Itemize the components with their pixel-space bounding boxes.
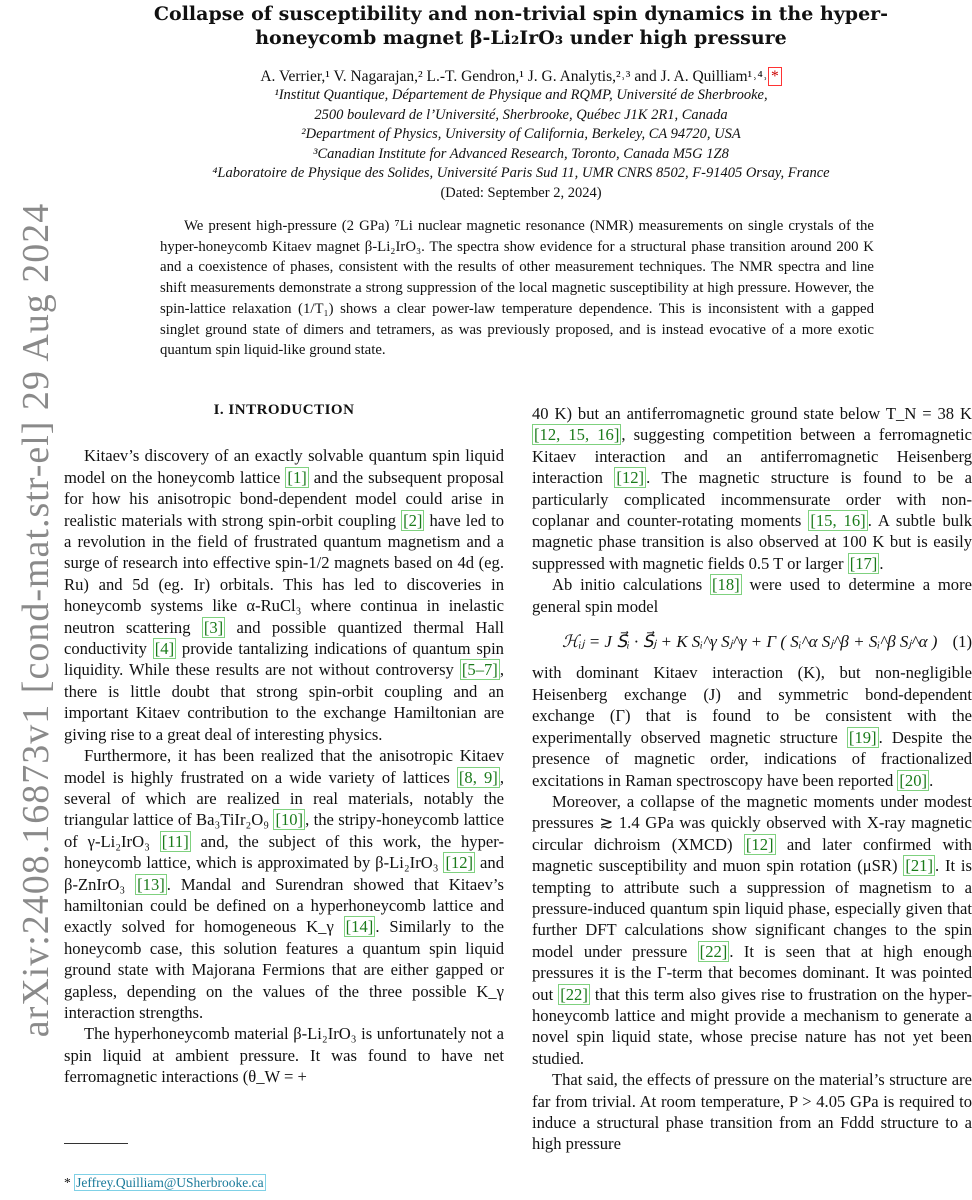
citation-link[interactable]: [15, 16]	[810, 511, 866, 531]
citation-link[interactable]: [3]	[203, 617, 224, 637]
citation-link[interactable]: [12]	[745, 834, 774, 854]
equation-1	[532, 631, 972, 652]
text-run: and β-ZnIrO₃	[64, 853, 504, 894]
text-run: Kitaev’s discovery of an exactly solvable quantum spin liquid model on the honeycomb lattice	[64, 446, 504, 487]
text-run: . The magnetic structure is found to be a particularly complicated incommensurate order with non-coplanar and counter-rotating moments	[532, 468, 972, 531]
citation-link[interactable]: [4]	[154, 639, 175, 659]
paper-title: Collapse of susceptibility and non-trivial spin dynamics in the hyper-honeycomb magnet β-Li₂IrO₃ under high pressure	[153, 3, 889, 49]
text-run: . Despite the presence of magnetic order, indications of fractionalized excitations in Raman spectroscopy have been reported	[532, 727, 972, 790]
citation-link[interactable]: [1]	[287, 467, 307, 487]
text-run: that this term also gives rise to frustration on the hyper-honeycomb lattice and might provide a mechanism to generate a novel spin liquid state, whose precise nature has not yet been studied.	[532, 984, 972, 1068]
citation-link[interactable]: [20]	[899, 770, 928, 790]
intro-paragraph-2	[64, 745, 504, 1023]
footnote-divider	[64, 1143, 128, 1144]
text-run: with dominant Kitaev interaction (K), but non-negligible Heisenberg exchange (J) and symmetric bond-dependent exchange (Γ) that is found to be consistent with the experimentally observed magnetic structure	[532, 663, 972, 747]
intro-paragraph-5	[532, 574, 972, 617]
text-run: . A subtle bulk magnetic phase transition is also observed at 100 K but is easily suppressed with magnetic fields 0.5 T or larger	[532, 511, 972, 573]
author-list	[70, 68, 972, 86]
text-run: were used to determine a more general spin model	[532, 575, 972, 616]
text-run: and possible quantized thermal Hall conductivity	[64, 617, 504, 659]
text-run: Furthermore, it has been realized that the anisotropic Kitaev model is highly frustrated on a wide variety of lattices	[64, 746, 504, 787]
citation-link[interactable]: [22]	[699, 941, 728, 961]
footnote	[64, 1175, 266, 1191]
affiliation-1: ¹Institut Quantique, Département de Physique and RQMP, Université de Sherbrooke,	[274, 87, 768, 103]
text-run: , the stripy-honeycomb lattice of γ-Li₂IrO₃	[64, 810, 504, 851]
citation-link[interactable]: [8, 9]	[458, 767, 498, 787]
footnote-marker: *	[64, 1175, 71, 1190]
text-run: and later confirmed with magnetic susceptibility and muon spin rotation (μSR)	[532, 834, 972, 876]
text-run: , suggesting competition between a ferromagnetic Kitaev interaction and an antiferromagnetic Heisenberg interaction	[532, 425, 972, 488]
text-run: . Similarly to the honeycomb case, this solution features a quantum spin liquid ground state with Majorana Fermions that are either gapped or gapless, depending on the values of the three possible K_γ interaction strengths.	[64, 917, 504, 1022]
text-run: 40 K) but an antiferromagnetic ground state below T_N = 38 K	[532, 404, 972, 423]
citation-link[interactable]: [12, 15, 16]	[534, 425, 620, 445]
equation-body: ℋᵢⱼ = J S⃗ᵢ · S⃗ⱼ + K Sᵢ^γ Sⱼ^γ + Γ ( Sᵢ^α Sⱼ^β + Sᵢ^β Sⱼ^α )	[562, 632, 938, 652]
affiliation-2: ²Department of Physics, University of California, Berkeley, CA 94720, USA	[301, 126, 741, 142]
citation-link[interactable]: [17]	[849, 553, 878, 573]
citation-link[interactable]: [12]	[616, 468, 645, 488]
date-line: (Dated: September 2, 2024)	[440, 184, 602, 201]
text-run: .	[879, 553, 884, 573]
right-column	[532, 403, 972, 1155]
intro-paragraph-7	[532, 791, 972, 1069]
citation-link[interactable]: [22]	[560, 984, 588, 1004]
author-names: A. Verrier,¹ V. Nagarajan,² L.-T. Gendron,¹ J. G. Analytis,²˒³ and J. A. Quilliam¹˒⁴˒	[260, 68, 768, 85]
paper-header	[70, 0, 972, 203]
text-run: Moreover, a collapse of the magnetic moments under modest pressures ≳ 1.4 GPa was quickly observed with X-ray magnetic circular dichroism (XMCD)	[532, 791, 972, 854]
affiliation-1-address: 2500 boulevard de l’Université, Sherbrooke, Québec J1K 2R1, Canada	[314, 106, 728, 123]
intro-paragraph-4	[532, 403, 972, 574]
left-column	[64, 400, 504, 1088]
text-run: . It is tempting to attribute such a suppression of magnetism to a pressure-induced quantum spin liquid phase, especially given that further DFT calculations show significant changes to the spin model under pressure	[532, 856, 972, 961]
text-run: .	[929, 770, 934, 790]
section-heading: I. INTRODUCTION	[213, 402, 355, 418]
intro-paragraph-3: The hyperhoneycomb material β-Li₂IrO₃ is unfortunately not a spin liquid at ambient pressure. It was found to have net ferromagnetic interactions (θ_W = +	[64, 1024, 504, 1087]
abstract: We present high-pressure (2 GPa) ⁷Li nuclear magnetic resonance (NMR) measurements on single crystals of the hyper-honeycomb Kitaev magnet β-Li₂IrO₃. The spectra show evidence for a structural phase transition around 200 K and a coexistence of phases, consistent with the results of other measurement techniques. The NMR spectra and line shift measurements demonstrate a strong suppression of the local magnetic susceptibility at high pressure. However, the spin-lattice relaxation (1/T₁) shows a clear power-law temperature dependence. This is inconsistent with a gapped singlet ground state of dimers and tetramers, as was previously proposed, and is instead evocative of a more exotic quantum spin liquid-like ground state.	[160, 218, 874, 359]
text-run: and the subsequent proposal for how his anisotropic bond-dependent model could arise in realistic materials with strong spin-orbit coupling	[64, 467, 504, 530]
citation-link[interactable]: [5–7]	[461, 660, 498, 680]
intro-paragraph-1	[64, 445, 504, 745]
text-run: . It is seen that at high enough pressures it is the Γ-term that becomes dominant. It was pointed out	[532, 941, 972, 1004]
text-run: provide tantalizing indications of quantum spin liquidity. While these results are not without controversy	[64, 639, 504, 680]
citation-link[interactable]: [18]	[712, 575, 740, 595]
citation-link[interactable]: [11]	[161, 831, 189, 851]
text-run: , several of which are realized in real materials, notably the triangular lattice of Ba₃TiIr₂O₉	[64, 767, 504, 830]
text-run: , there is little doubt that strong spin-orbit coupling and an important Kitaev contribution to the exchange Hamiltonian are giving rise to a great deal of interesting physics.	[64, 660, 504, 744]
corresponding-author-link[interactable]: *	[768, 67, 782, 86]
arxiv-identifier: arXiv:2408.16873v1 [cond-mat.str-el] 29 Aug 2024	[15, 202, 57, 1038]
affiliation-3: ³Canadian Institute for Advanced Research, Toronto, Canada M5G 1Z8	[313, 145, 729, 162]
citation-link[interactable]: [2]	[403, 510, 423, 530]
text-run: Ab initio calculations	[552, 575, 711, 595]
affiliation-4: ⁴Laboratoire de Physique des Solides, Université Paris Sud 11, UMR CNRS 8502, F-91405 Orsay, France	[212, 165, 830, 181]
text-run: have led to a revolution in the field of frustrated quantum magnetism and a surge of research into effective spin-1/2 magnets based on 4d (eg. Ru) and 5d (eg. Ir) orbitals. This has led to discoveries in honeycomb systems like α-RuCl₃ where continua in inelastic neutron scattering	[64, 510, 504, 637]
citation-link[interactable]: [21]	[905, 856, 933, 876]
citation-link[interactable]: [19]	[848, 727, 877, 747]
intro-paragraph-8: That said, the effects of pressure on the material’s structure are far from trivial. At room temperature, P > 4.05 GPa is required to induce a structural phase transition from an Fddd structure to a high pressure	[532, 1070, 972, 1154]
text-run: . Mandal and Surendran showed that Kitaev’s hamiltonian could be defined on a hyperhoneycomb lattice and exactly solved for homogeneous K_γ	[64, 874, 505, 937]
citation-link[interactable]: [10]	[275, 810, 304, 830]
citation-link[interactable]: [13]	[137, 874, 165, 894]
intro-paragraph-6	[532, 662, 972, 790]
email-link[interactable]: Jeffrey.Quilliam@USherbrooke.ca	[76, 1175, 264, 1190]
citation-link[interactable]: [14]	[345, 917, 374, 937]
text-run: and, the subject of this work, the hyper-honeycomb lattice, which is approximated by β-Li₂IrO₃	[64, 831, 504, 873]
equation-number: (1)	[952, 632, 972, 652]
citation-link[interactable]: [12]	[445, 853, 474, 873]
arxiv-sidebar	[0, 0, 70, 1200]
